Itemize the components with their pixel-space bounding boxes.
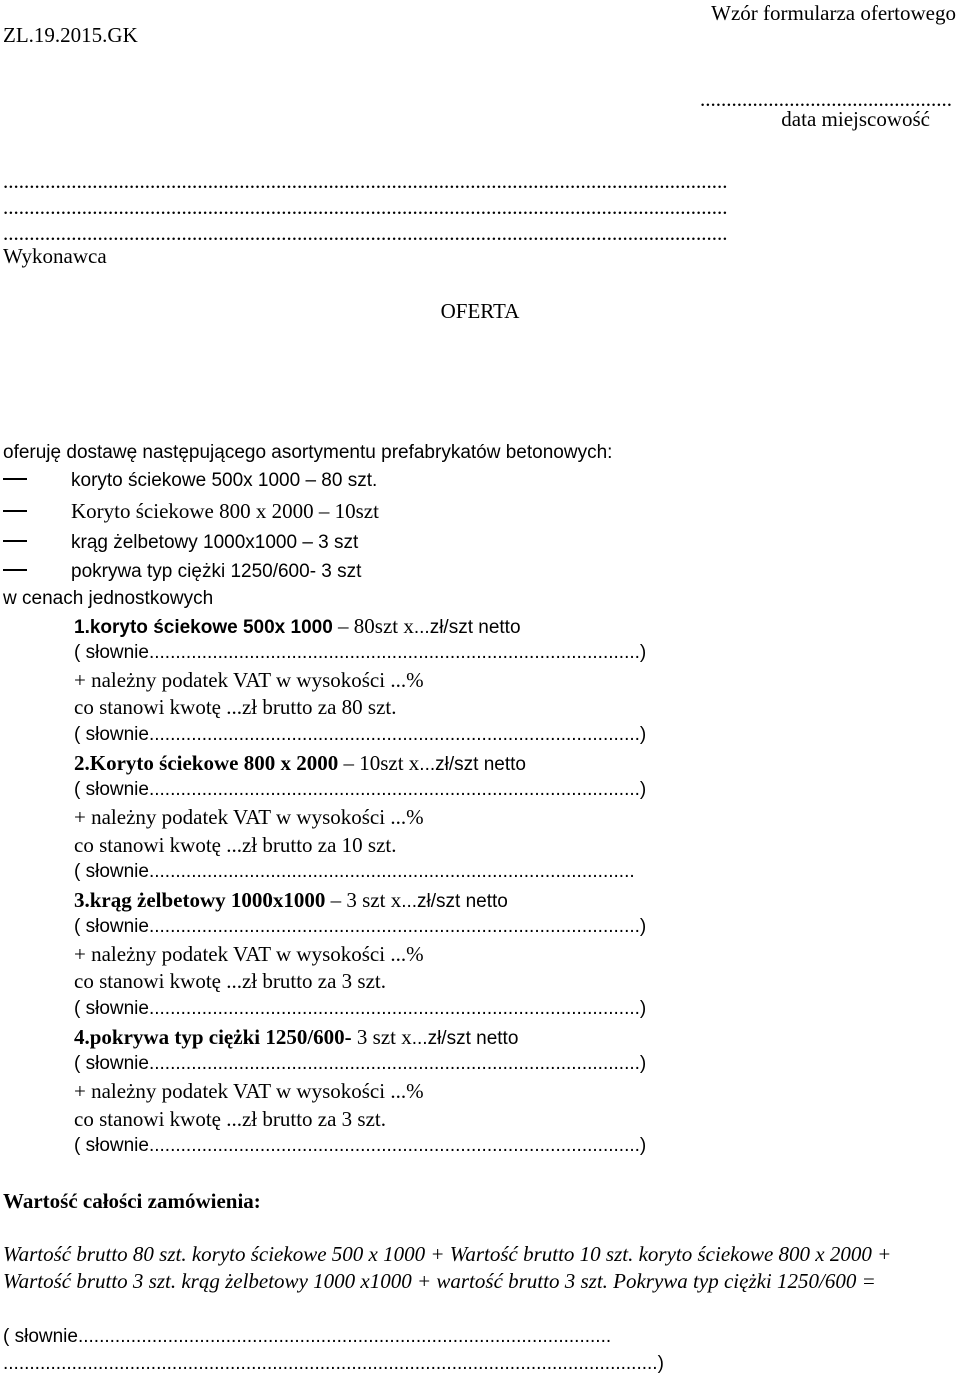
item-words: ( słownie............................................................................................ xyxy=(74,861,635,882)
item-amount: co stanowi kwotę ...zł brutto za 3 szt. xyxy=(74,969,387,993)
reference-number: ZL.19.2015.GK xyxy=(3,23,138,47)
item-vat: + należny podatek VAT w wysokości ...% xyxy=(74,1079,424,1103)
dash-bullet xyxy=(3,478,27,480)
item-title-rest: – 3 szt x xyxy=(325,888,402,912)
item-words: ( słownie.............................................................................................) xyxy=(74,1053,647,1074)
contractor-dots-1: .......................................................................................................................................... xyxy=(3,169,728,193)
date-place-label: data miejscowość xyxy=(781,107,930,131)
list-item xyxy=(3,498,379,524)
item-words: ( słownie.............................................................................................) xyxy=(74,724,647,745)
item-vat: + należny podatek VAT w wysokości ...% xyxy=(74,668,424,692)
item-words: ( słownie.............................................................................................) xyxy=(74,998,647,1019)
item-words: ( słownie.............................................................................................) xyxy=(74,779,647,800)
document-title: OFERTA xyxy=(440,299,520,323)
list-item xyxy=(3,559,361,585)
item-unit-price: ...zł/szt netto xyxy=(419,754,526,775)
contractor-label: Wykonawca xyxy=(3,244,107,268)
contractor-dots-2: .......................................................................................................................................... xyxy=(3,195,728,219)
item-words: ( słownie.............................................................................................) xyxy=(74,642,647,663)
total-words-line-1: ( słownie..................................................................................................... xyxy=(3,1326,612,1347)
item-words: ( słownie.............................................................................................) xyxy=(74,1135,647,1156)
in-prices-text: w cenach jednostkowych xyxy=(3,588,214,609)
item-title xyxy=(74,1024,518,1052)
list-item-text: koryto ściekowe 500x 1000 – 80 szt. xyxy=(71,470,378,491)
item-title-rest: – 10szt x xyxy=(338,751,420,775)
item-amount: co stanowi kwotę ...zł brutto za 80 szt. xyxy=(74,695,397,719)
item-unit-price: ...zł/szt netto xyxy=(413,617,521,638)
total-formula: Wartość brutto 80 szt. koryto ściekowe 500 x 1000 + Wartość brutto 10 szt. koryto ściekowe 800 x 2000 + Wartość brutto 3 szt. krąg żelbetowy 1000 x1000 + wartość brutto 3 szt. Pokrywa typ ciężki 1250/600 = xyxy=(3,1242,892,1293)
item-title-bold: 2.Koryto ściekowe 800 x 2000 xyxy=(74,751,339,775)
item-title-rest: – 80szt x xyxy=(332,614,414,638)
total-words-line-2: ............................................................................................................................) xyxy=(3,1353,664,1374)
intro-text: oferuję dostawę następującego asortymentu prefabrykatów betonowych: xyxy=(3,442,613,463)
date-place-dots: ................................................ xyxy=(700,87,952,111)
form-title: Wzór formularza ofertowego xyxy=(711,1,956,25)
item-title-bold: 1.koryto ściekowe 500x 1000 xyxy=(74,617,333,638)
dash-bullet xyxy=(3,540,27,542)
item-title-bold: 3.krąg żelbetowy 1000x1000 xyxy=(74,888,326,912)
dash-bullet xyxy=(3,569,27,571)
item-vat: + należny podatek VAT w wysokości ...% xyxy=(74,942,424,966)
list-item xyxy=(3,530,358,556)
item-amount: co stanowi kwotę ...zł brutto za 10 szt. xyxy=(74,833,397,857)
list-item xyxy=(3,468,377,494)
item-title xyxy=(74,613,521,641)
item-title xyxy=(74,750,526,778)
item-unit-price: ...zł/szt netto xyxy=(401,891,508,912)
list-item-text: Koryto ściekowe 800 x 2000 – 10szt xyxy=(71,499,379,523)
item-words: ( słownie.............................................................................................) xyxy=(74,916,647,937)
list-item-text: pokrywa typ ciężki 1250/600- 3 szt xyxy=(71,561,362,582)
item-amount: co stanowi kwotę ...zł brutto za 3 szt. xyxy=(74,1107,387,1131)
item-unit-price: ...zł/szt netto xyxy=(411,1028,519,1049)
item-title-bold: 4.pokrywa typ ciężki 1250/600- xyxy=(74,1025,352,1049)
total-heading: Wartość całości zamówienia: xyxy=(3,1189,261,1213)
item-vat: + należny podatek VAT w wysokości ...% xyxy=(74,805,424,829)
item-title xyxy=(74,887,508,915)
contractor-dots-3: .......................................................................................................................................... xyxy=(3,221,728,245)
item-title-rest: 3 szt x xyxy=(351,1025,412,1049)
dash-bullet xyxy=(3,510,27,512)
list-item-text: krąg żelbetowy 1000x1000 – 3 szt xyxy=(71,532,359,553)
